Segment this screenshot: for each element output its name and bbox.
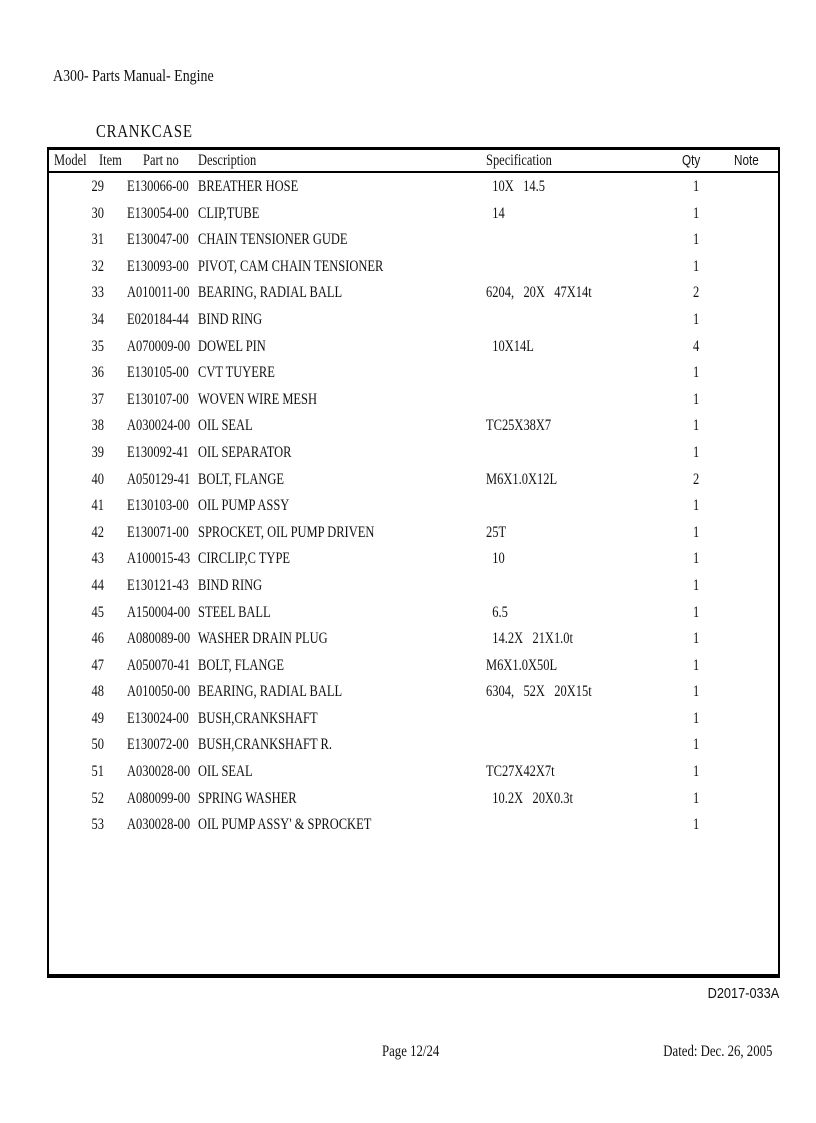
column-header-part-no: Part no (143, 152, 179, 169)
part-specification: 10X14L (486, 337, 534, 355)
part-number: E130107-00 (127, 390, 189, 408)
column-header-model: Model (54, 152, 87, 169)
item-number: 34 (91, 310, 104, 328)
document-date: Dated: Dec. 26, 2005 (662, 1043, 772, 1060)
column-header-qty: Qty (682, 152, 701, 169)
part-quantity: 1 (693, 390, 700, 408)
parts-table (47, 150, 780, 978)
part-number: A080099-00 (127, 789, 191, 807)
part-number: A050129-41 (127, 470, 191, 488)
item-number: 52 (91, 789, 104, 807)
part-number: A150004-00 (127, 603, 191, 621)
part-specification: 10X 14.5 (486, 178, 545, 195)
part-number: A010050-00 (127, 683, 191, 701)
table-row (49, 335, 778, 362)
table-row (49, 813, 778, 840)
part-number: A100015-43 (127, 550, 191, 568)
part-description: OIL SEAL (198, 763, 253, 781)
part-number: E130071-00 (127, 523, 189, 541)
table-row (49, 281, 778, 308)
table-row (49, 361, 778, 388)
part-quantity: 1 (693, 709, 700, 727)
part-description: BOLT, FLANGE (198, 656, 284, 674)
item-number: 36 (91, 364, 104, 382)
part-description: BIND RING (198, 576, 263, 594)
item-number: 35 (91, 337, 104, 355)
table-row (49, 308, 778, 335)
part-quantity: 1 (693, 231, 700, 249)
item-number: 51 (91, 763, 104, 781)
part-quantity: 1 (693, 523, 700, 541)
part-specification: 14 (486, 204, 505, 222)
item-number: 29 (91, 178, 104, 195)
table-row (49, 627, 778, 654)
part-number: E130093-00 (127, 257, 189, 275)
part-quantity: 1 (693, 789, 700, 807)
part-description: BEARING, RADIAL BALL (198, 683, 343, 701)
part-description: OIL PUMP ASSY' & SPROCKET (198, 816, 372, 834)
item-number: 46 (91, 630, 104, 648)
table-header-row (49, 150, 778, 173)
part-description: STEEL BALL (198, 603, 271, 621)
part-description: WOVEN WIRE MESH (198, 390, 318, 408)
part-number: A070009-00 (127, 337, 191, 355)
item-number: 45 (91, 603, 104, 621)
part-quantity: 1 (693, 364, 700, 382)
part-description: CVT TUYERE (198, 364, 275, 382)
part-description: DOWEL PIN (198, 337, 266, 355)
part-description: BIND RING (198, 310, 263, 328)
item-number: 39 (91, 443, 104, 461)
part-number: E130024-00 (127, 709, 189, 727)
column-header-item: Item (99, 152, 122, 169)
part-specification: 25T (486, 523, 507, 541)
part-specification: 10 (486, 550, 505, 568)
part-specification: M6X1.0X12L (486, 470, 558, 488)
item-number: 40 (91, 470, 104, 488)
part-quantity: 1 (693, 736, 700, 754)
table-row (49, 228, 778, 255)
part-description: SPRING WASHER (198, 789, 297, 807)
item-number: 47 (91, 656, 104, 674)
part-specification: 6304, 52X 20X15t (486, 683, 592, 701)
part-quantity: 1 (693, 497, 700, 515)
table-row (49, 441, 778, 468)
column-header-note: Note (734, 152, 759, 169)
part-quantity: 1 (693, 576, 700, 594)
item-number: 43 (91, 550, 104, 568)
item-number: 49 (91, 709, 104, 727)
table-row (49, 414, 778, 441)
part-number: E130066-00 (127, 178, 189, 195)
part-number: A010011-00 (127, 284, 190, 302)
part-quantity: 4 (693, 337, 700, 355)
part-description: CIRCLIP,C TYPE (198, 550, 291, 568)
part-specification: 10.2X 20X0.3t (486, 789, 574, 807)
part-number: A030024-00 (127, 417, 191, 435)
part-description: SPROCKET, OIL PUMP DRIVEN (198, 523, 375, 541)
item-number: 50 (91, 736, 104, 754)
part-number: A050070-41 (127, 656, 191, 674)
part-specification: TC27X42X7t (486, 763, 555, 781)
part-quantity: 2 (693, 470, 700, 488)
part-specification: 6.5 (486, 603, 508, 621)
table-row (49, 680, 778, 707)
part-number: E130047-00 (127, 231, 189, 249)
part-description: BUSH,CRANKSHAFT (198, 709, 318, 727)
document-header: A300- Parts Manual- Engine (53, 66, 214, 85)
table-row (49, 521, 778, 548)
part-number: E130103-00 (127, 497, 189, 515)
part-quantity: 2 (693, 284, 700, 302)
table-row (49, 202, 778, 229)
column-header-specification: Specification (486, 152, 552, 169)
part-quantity: 1 (693, 550, 700, 568)
part-number: E130121-43 (127, 576, 189, 594)
item-number: 33 (91, 284, 104, 302)
part-number: A080089-00 (127, 630, 191, 648)
table-row (49, 733, 778, 760)
part-quantity: 1 (693, 656, 700, 674)
item-number: 42 (91, 523, 104, 541)
table-body (49, 175, 778, 840)
part-description: OIL SEAL (198, 417, 253, 435)
table-row (49, 255, 778, 282)
item-number: 48 (91, 683, 104, 701)
part-specification: M6X1.0X50L (486, 656, 558, 674)
item-number: 37 (91, 390, 104, 408)
item-number: 53 (91, 816, 104, 834)
part-number: A030028-00 (127, 816, 191, 834)
part-description: BUSH,CRANKSHAFT R. (198, 736, 332, 754)
table-row (49, 787, 778, 814)
table-row (49, 547, 778, 574)
part-number: E130072-00 (127, 736, 189, 754)
item-number: 44 (91, 576, 104, 594)
part-quantity: 1 (693, 417, 700, 435)
part-number: E130092-41 (127, 443, 189, 461)
part-number: A030028-00 (127, 763, 191, 781)
item-number: 41 (91, 497, 104, 515)
part-specification: 6204, 20X 47X14t (486, 284, 592, 302)
part-description: BREATHER HOSE (198, 178, 299, 195)
part-description: BOLT, FLANGE (198, 470, 284, 488)
table-row (49, 574, 778, 601)
part-number: E020184-44 (127, 310, 189, 328)
table-row (49, 601, 778, 628)
page-number: Page 12/24 (382, 1043, 440, 1060)
part-quantity: 1 (693, 310, 700, 328)
part-description: OIL PUMP ASSY (198, 497, 290, 515)
document-code: D2017-033A (707, 985, 779, 1002)
item-number: 30 (91, 204, 104, 222)
table-row (49, 468, 778, 495)
part-quantity: 1 (693, 603, 700, 621)
part-quantity: 1 (693, 630, 700, 648)
item-number: 32 (91, 257, 104, 275)
part-quantity: 1 (693, 257, 700, 275)
part-description: CLIP,TUBE (198, 204, 260, 222)
item-number: 38 (91, 417, 104, 435)
part-description: WASHER DRAIN PLUG (198, 630, 328, 648)
part-quantity: 1 (693, 763, 700, 781)
part-quantity: 1 (693, 178, 700, 195)
part-specification: TC25X38X7 (486, 417, 552, 435)
table-row (49, 654, 778, 681)
part-description: PIVOT, CAM CHAIN TENSIONER (198, 257, 384, 275)
part-number: E130105-00 (127, 364, 189, 382)
part-specification: 14.2X 21X1.0t (486, 630, 574, 648)
table-row (49, 760, 778, 787)
item-number: 31 (91, 231, 104, 249)
part-description: CHAIN TENSIONER GUDE (198, 231, 348, 249)
section-title: CRANKCASE (96, 121, 193, 141)
part-description: OIL SEPARATOR (198, 443, 292, 461)
part-quantity: 1 (693, 443, 700, 461)
part-quantity: 1 (693, 204, 700, 222)
column-header-description: Description (198, 152, 257, 169)
table-row (49, 494, 778, 521)
table-row (49, 707, 778, 734)
part-quantity: 1 (693, 816, 700, 834)
part-description: BEARING, RADIAL BALL (198, 284, 343, 302)
part-quantity: 1 (693, 683, 700, 701)
table-row (49, 388, 778, 415)
table-row (49, 175, 778, 202)
part-number: E130054-00 (127, 204, 189, 222)
